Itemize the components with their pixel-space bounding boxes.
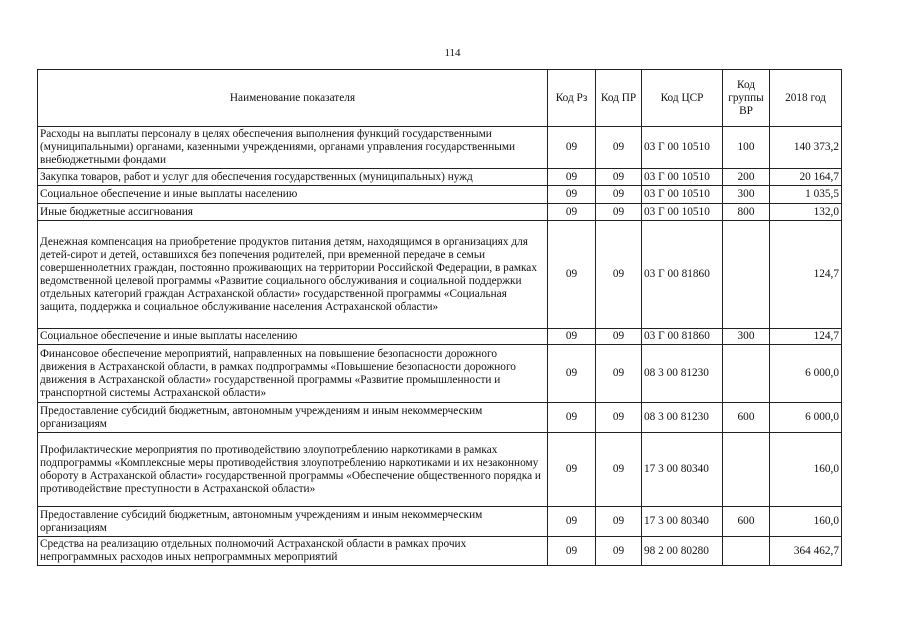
header-csr: Код ЦСР — [642, 70, 723, 127]
row-csr: 03 Г 00 10510 — [642, 127, 723, 169]
row-name: Профилактические мероприятия по противодействию злоупотреблению наркотиками в рамках подпрограммы «Комплексные меры противодействия злоупотреблению наркотиками и их незаконному обороту в Астраханской области» государственной программы «Обеспечение общественного порядка и противодействие преступности в Астраханской области» — [38, 433, 548, 507]
row-amount: 160,0 — [770, 507, 842, 537]
row-name: Средства на реализацию отдельных полномочий Астраханской области в рамках прочих непрограммных расходов иных непрограммных мероприятий — [38, 537, 548, 566]
table-row — [38, 329, 842, 345]
table-row — [38, 507, 842, 537]
header-name: Наименование показателя — [38, 70, 548, 127]
row-amount: 6 000,0 — [770, 345, 842, 403]
row-rz: 09 — [548, 329, 596, 345]
row-vr — [723, 221, 770, 329]
row-name: Закупка товаров, работ и услуг для обеспечения государственных (муниципальных) нужд — [38, 169, 548, 186]
row-amount: 124,7 — [770, 221, 842, 329]
row-vr: 300 — [723, 186, 770, 204]
row-name: Финансовое обеспечение мероприятий, направленных на повышение безопасности дорожного движения в Астраханской области, в рамках подпрограммы «Повышение безопасности дорожного движения в Астраханской области» государственной программы «Развитие промышленности и транспортной системы Астраханской области» — [38, 345, 548, 403]
row-rz: 09 — [548, 537, 596, 566]
row-amount: 1 035,5 — [770, 186, 842, 204]
row-amount: 160,0 — [770, 433, 842, 507]
row-name: Социальное обеспечение и иные выплаты населению — [38, 186, 548, 204]
table-row — [38, 127, 842, 169]
row-name: Социальное обеспечение и иные выплаты населению — [38, 329, 548, 345]
row-csr: 17 3 00 80340 — [642, 433, 723, 507]
row-vr: 600 — [723, 403, 770, 433]
table-row — [38, 169, 842, 186]
header-year: 2018 год — [770, 70, 842, 127]
table-row — [38, 221, 842, 329]
row-vr: 100 — [723, 127, 770, 169]
table-row — [38, 204, 842, 221]
row-amount: 6 000,0 — [770, 403, 842, 433]
row-vr: 600 — [723, 507, 770, 537]
row-amount: 20 164,7 — [770, 169, 842, 186]
row-csr: 03 Г 00 81860 — [642, 221, 723, 329]
row-csr: 03 Г 00 81860 — [642, 329, 723, 345]
row-csr: 03 Г 00 10510 — [642, 186, 723, 204]
row-csr: 08 3 00 81230 — [642, 345, 723, 403]
row-csr: 03 Г 00 10510 — [642, 169, 723, 186]
row-csr: 17 3 00 80340 — [642, 507, 723, 537]
row-pr: 09 — [596, 403, 642, 433]
row-csr: 08 3 00 81230 — [642, 403, 723, 433]
row-vr — [723, 537, 770, 566]
table-row — [38, 186, 842, 204]
row-rz: 09 — [548, 127, 596, 169]
row-amount: 364 462,7 — [770, 537, 842, 566]
row-pr: 09 — [596, 433, 642, 507]
row-rz: 09 — [548, 507, 596, 537]
row-pr: 09 — [596, 221, 642, 329]
row-name: Денежная компенсация на приобретение продуктов питания детям, находящимся в организациях для детей-сирот и детей, оставшихся без попечения родителей, при временной передаче в семьи совершеннолетних граждан, постоянно проживающих на территории Российской Федерации, в рамках ведомственной целевой программы «Развитие социального обслуживания и социальной поддержки отдельных категорий граждан Астраханской области» государственной программы «Социальная защита, поддержка и социальное обслуживание населения Астраханской области» — [38, 221, 548, 329]
row-pr: 09 — [596, 345, 642, 403]
row-pr: 09 — [596, 329, 642, 345]
table-row — [38, 345, 842, 403]
row-name: Предоставление субсидий бюджетным, автономным учреждениям и иным некоммерческим организациям — [38, 403, 548, 433]
row-name: Иные бюджетные ассигнования — [38, 204, 548, 221]
table-row — [38, 403, 842, 433]
row-rz: 09 — [548, 403, 596, 433]
row-rz: 09 — [548, 169, 596, 186]
row-amount: 140 373,2 — [770, 127, 842, 169]
row-rz: 09 — [548, 186, 596, 204]
table-header-row — [38, 70, 842, 127]
row-rz: 09 — [548, 204, 596, 221]
row-pr: 09 — [596, 204, 642, 221]
row-vr: 200 — [723, 169, 770, 186]
row-pr: 09 — [596, 507, 642, 537]
row-pr: 09 — [596, 186, 642, 204]
table-row — [38, 433, 842, 507]
row-vr — [723, 345, 770, 403]
row-rz: 09 — [548, 345, 596, 403]
budget-table — [37, 69, 842, 566]
header-rz: Код Рз — [548, 70, 596, 127]
row-csr: 98 2 00 80280 — [642, 537, 723, 566]
row-csr: 03 Г 00 10510 — [642, 204, 723, 221]
row-amount: 132,0 — [770, 204, 842, 221]
row-name: Предоставление субсидий бюджетным, автономным учреждениям и иным некоммерческим организациям — [38, 507, 548, 537]
row-pr: 09 — [596, 127, 642, 169]
row-amount: 124,7 — [770, 329, 842, 345]
row-rz: 09 — [548, 221, 596, 329]
header-pr: Код ПР — [596, 70, 642, 127]
header-vr: Код группы ВР — [723, 70, 770, 127]
row-pr: 09 — [596, 169, 642, 186]
row-name: Расходы на выплаты персоналу в целях обеспечения выполнения функций государственными (муниципальными) органами, казенными учреждениями, органами управления государственными внебюджетными фондами — [38, 127, 548, 169]
row-pr: 09 — [596, 537, 642, 566]
row-rz: 09 — [548, 433, 596, 507]
page-number: 114 — [444, 47, 461, 59]
row-vr — [723, 433, 770, 507]
row-vr: 800 — [723, 204, 770, 221]
table-row — [38, 537, 842, 566]
row-vr: 300 — [723, 329, 770, 345]
